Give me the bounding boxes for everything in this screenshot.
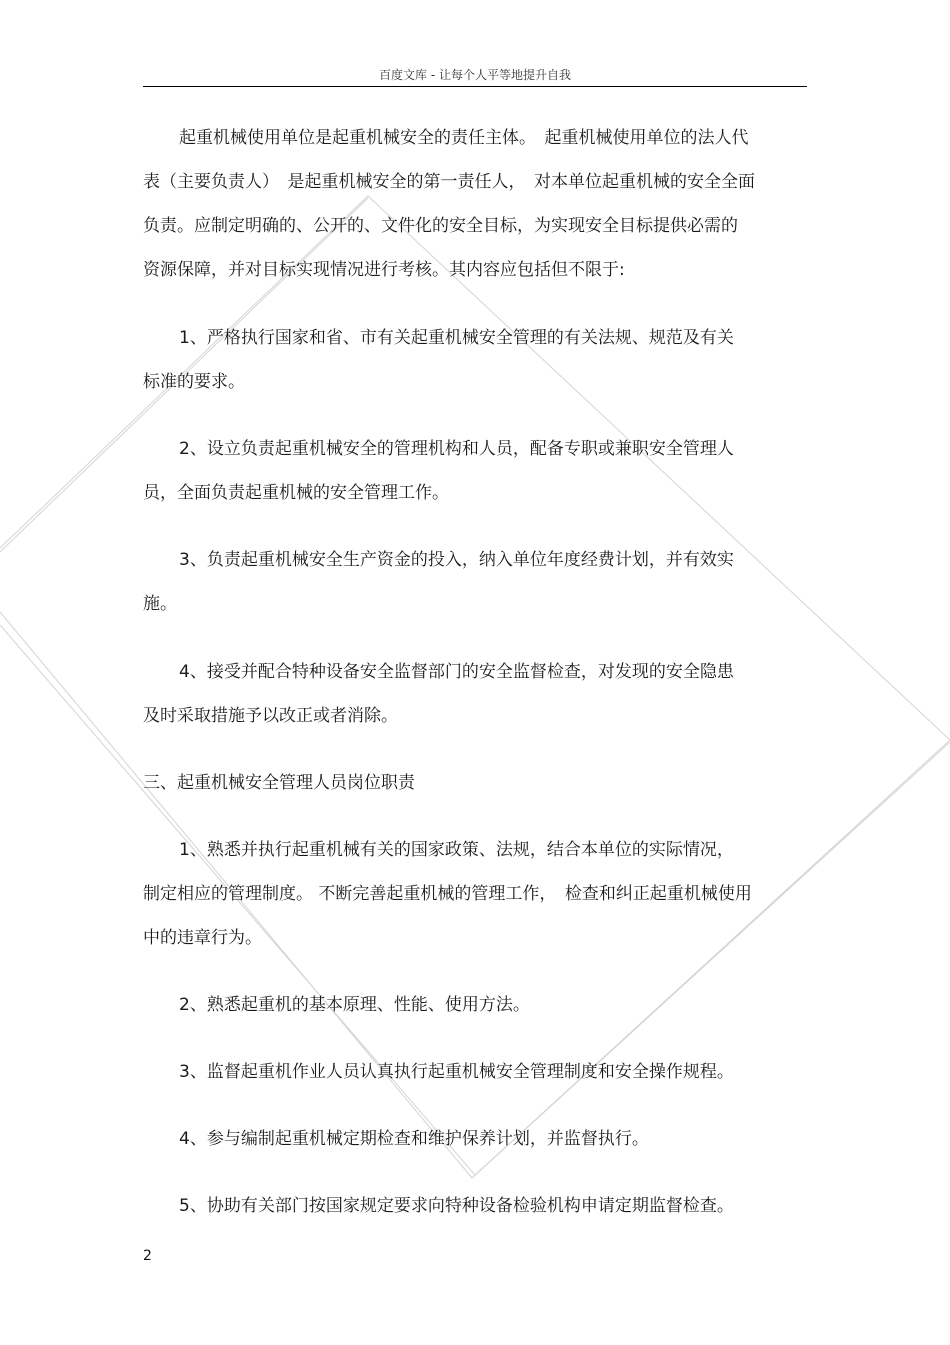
text-line: 资源保障，并对目标实现情况进行考核。其内容应包括但不限于: xyxy=(143,260,625,280)
text-line: 2、熟悉起重机的基本原理、性能、使用方法。 xyxy=(179,995,530,1015)
text-line: 员，全面负责起重机械的安全管理工作。 xyxy=(143,483,449,503)
text-line: 3、负责起重机械安全生产资金的投入，纳入单位年度经费计划，并有效实 xyxy=(179,550,734,570)
header-divider xyxy=(143,86,807,87)
text-line: 1、熟悉并执行起重机械有关的国家政策、法规，结合本单位的实际情况， xyxy=(179,840,734,860)
text-line: 5、协助有关部门按国家规定要求向特种设备检验机构申请定期监督检查。 xyxy=(179,1196,734,1216)
section3-item-3 xyxy=(143,1050,798,1094)
list1-item-2 xyxy=(143,427,798,515)
section3-item-1 xyxy=(143,828,798,960)
section3-heading xyxy=(143,761,798,805)
page-number: 2 xyxy=(143,1248,152,1264)
section3-item-4 xyxy=(143,1117,798,1161)
text-line: 3、监督起重机作业人员认真执行起重机械安全管理制度和安全操作规程。 xyxy=(179,1062,734,1082)
text-line: 施。 xyxy=(143,594,177,614)
intro-paragraph xyxy=(143,116,798,292)
document-header: 百度文库 - 让每个人平等地提升自我 xyxy=(379,68,571,82)
text-line: 1、严格执行国家和省、市有关起重机械安全管理的有关法规、规范及有关 xyxy=(179,328,734,348)
section3-item-2 xyxy=(143,983,798,1027)
text-line: 及时采取措施予以改正或者消除。 xyxy=(143,706,398,726)
list1-item-1 xyxy=(143,316,798,404)
text-line: 表（主要负责人） 是起重机械安全的第一责任人， 对本单位起重机械的安全全面 xyxy=(143,172,755,192)
text-line: 4、接受并配合特种设备安全监督部门的安全监督检查，对发现的安全隐患 xyxy=(179,662,734,682)
list1-item-3 xyxy=(143,538,798,626)
list1-item-4 xyxy=(143,650,798,738)
text-line: 制定相应的管理制度。 不断完善起重机械的管理工作， 检查和纠正起重机械使用 xyxy=(143,884,752,904)
text-line: 负责。应制定明确的、公开的、文件化的安全目标，为实现安全目标提供必需的 xyxy=(143,216,738,236)
section3-item-5 xyxy=(143,1184,798,1228)
text-line: 起重机械使用单位是起重机械安全的责任主体。 起重机械使用单位的法人代 xyxy=(179,128,749,148)
text-line: 4、参与编制起重机械定期检查和维护保养计划，并监督执行。 xyxy=(179,1129,649,1149)
text-line: 2、设立负责起重机械安全的管理机构和人员，配备专职或兼职安全管理人 xyxy=(179,439,734,459)
section-heading: 三、起重机械安全管理人员岗位职责 xyxy=(143,773,415,793)
text-line: 中的违章行为。 xyxy=(143,928,262,948)
text-line: 标准的要求。 xyxy=(143,372,245,392)
